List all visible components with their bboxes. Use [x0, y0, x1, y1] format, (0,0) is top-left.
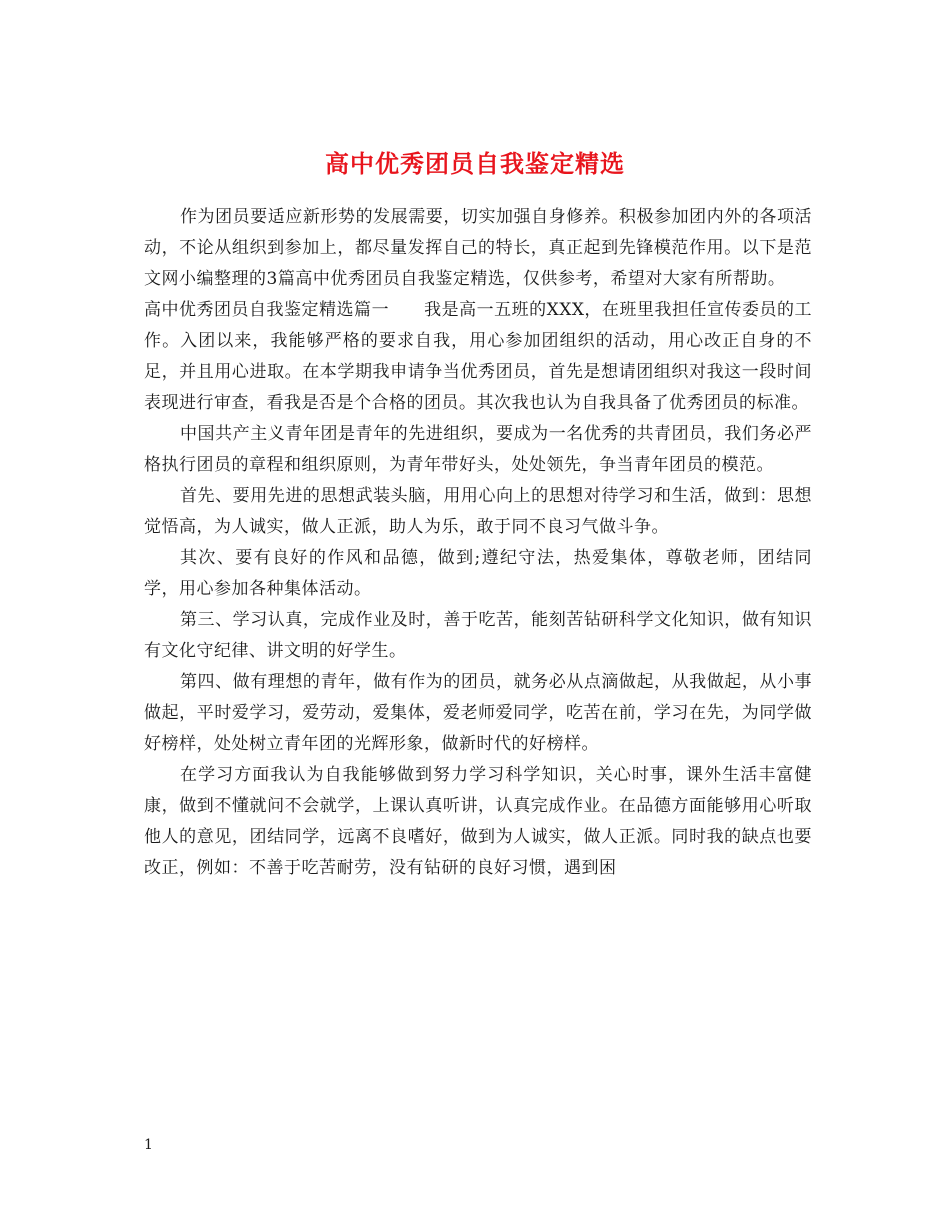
- document-body: [144, 202, 812, 884]
- page-title: 高中优秀团员自我鉴定精选: [325, 149, 625, 179]
- body-paragraph: 首先、要用先进的思想武装头脑，用用心向上的思想对待学习和生活，做到：思想觉悟高，为人诚实，做人正派，助人为乐，敢于同不良习气做斗争。: [144, 486, 812, 537]
- body-paragraph: 第四、做有理想的青年，做有作为的团员，就务必从点滴做起，从我做起，从小事做起，平时爱学习，爱劳动，爱集体，爱老师爱同学，吃苦在前，学习在先，为同学做好榜样，处处树立青年团的光辉形象，做新时代的好榜样。: [144, 672, 812, 754]
- body-paragraph: 其次、要有良好的作风和品德，做到;遵纪守法，热爱集体，尊敬老师，团结同学，用心参加各种集体活动。: [144, 548, 812, 599]
- intro-paragraph: 作为团员要适应新形势的发展需要，切实加强自身修养。积极参加团内外的各项活动，不论从组织到参加上，都尽量发挥自己的特长，真正起到先锋模范作用。以下是范文网小编整理的3篇高中优秀团员自我鉴定精选，仅供参考，希望对大家有所帮助。: [144, 207, 812, 289]
- section-one-paragraph: 高中优秀团员自我鉴定精选篇一 我是高一五班的XXX，在班里我担任宣传委员的工作。入团以来，我能够严格的要求自我，用心参加团组织的活动，用心改正自身的不足，并且用心进取。在本学期我申请争当优秀团员，首先是想请团组织对我这一段时间表现进行审查，看我是否是个合格的团员。其次我也认为自我具备了优秀团员的标准。: [144, 300, 812, 413]
- body-paragraph: 中国共产主义青年团是青年的先进组织，要成为一名优秀的共青团员，我们务必严格执行团员的章程和组织原则，为青年带好头，处处领先，争当青年团员的模范。: [144, 424, 812, 475]
- body-paragraph: 第三、学习认真，完成作业及时，善于吃苦，能刻苦钻研科学文化知识，做有知识有文化守纪律、讲文明的好学生。: [144, 610, 812, 661]
- page-number: 1: [144, 1137, 153, 1153]
- body-paragraph: 在学习方面我认为自我能够做到努力学习科学知识，关心时事，课外生活丰富健康，做到不懂就问不会就学，上课认真听讲，认真完成作业。在品德方面能够用心听取他人的意见，团结同学，远离不良嗜好，做到为人诚实，做人正派。同时我的缺点也要改正，例如：不善于吃苦耐劳，没有钻研的良好习惯，遇到困: [144, 765, 812, 878]
